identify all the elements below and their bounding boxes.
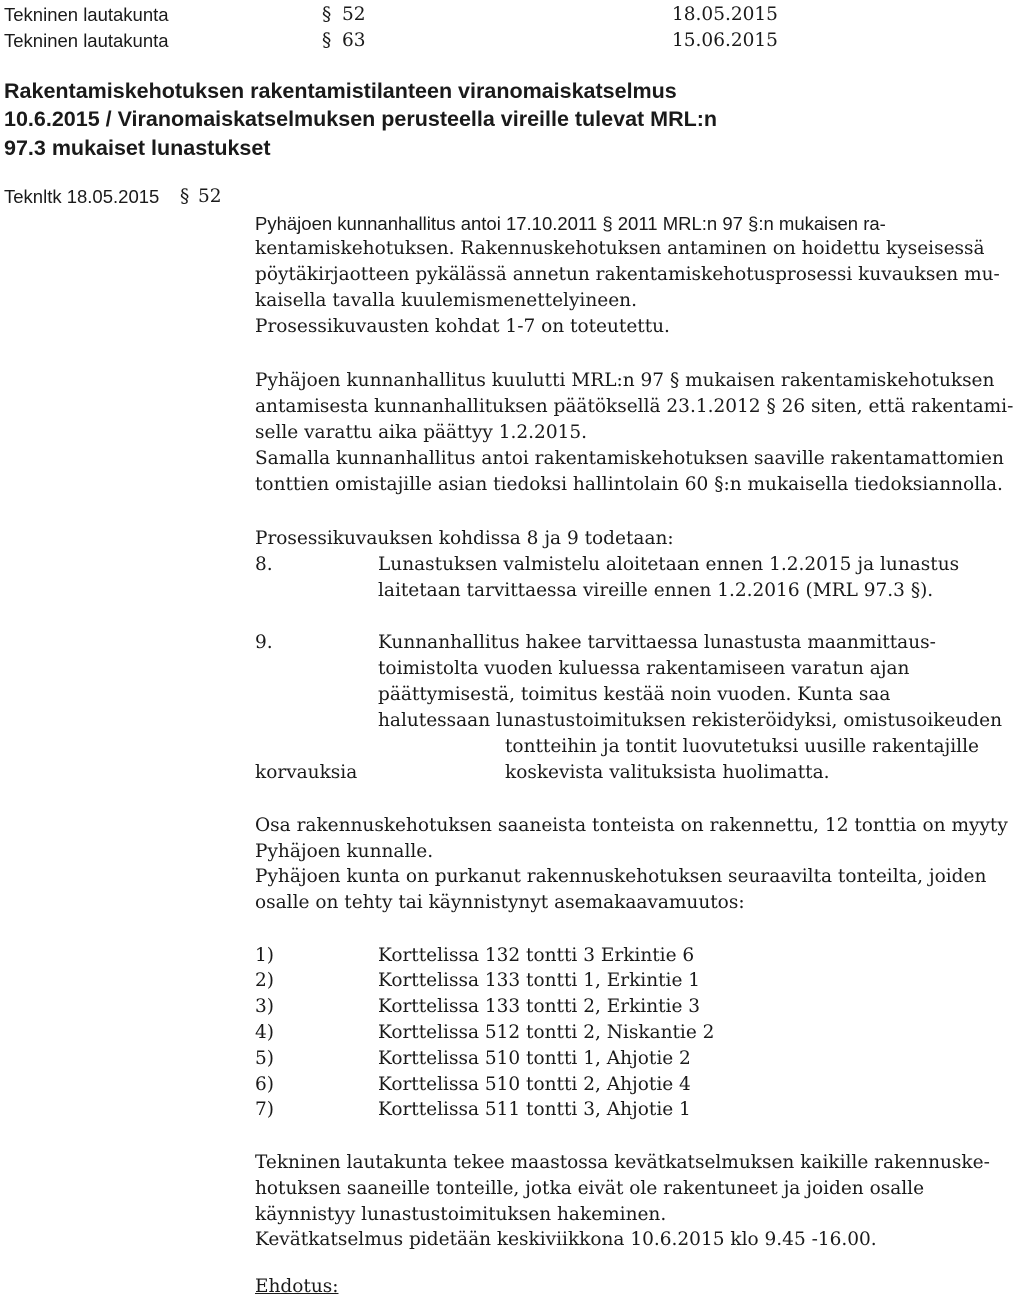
prior-ref-text: Teknltk 18.05.2015 [4, 186, 160, 207]
committee-name: Tekninen lautakunta [4, 30, 169, 51]
item8-line-1: Lunastuksen valmistelu aloitetaan ennen 1.2.2015 ja lunastus [378, 554, 960, 575]
para3-line-2: Pyhäjoen kunnalle. [255, 841, 434, 862]
list-text: Korttelissa 512 tontti 2, Niskantie 2 [378, 1022, 715, 1043]
para1-line-1 [255, 213, 886, 235]
list-text: Korttelissa 511 tontti 3, Ahjotie 1 [378, 1099, 691, 1120]
section-symbol: § [766, 396, 776, 417]
text: 26 siten, että rakentami- [781, 396, 1013, 417]
section-number: 52 [198, 186, 222, 207]
text: :n mukaisella tiedoksiannolla. [723, 474, 1003, 495]
section-symbol: § [669, 370, 680, 391]
section-symbol: § [322, 4, 332, 25]
text: antamisesta kunnanhallituksen päätöksellä 23.1.2012 [255, 396, 761, 417]
para2-line-3: selle varattu aika päättyy 1.2.2015. [255, 422, 588, 443]
para3-line-1: Osa rakennuskehotuksen saaneista tonteista on rakennettu, 12 tonttia on myyty [255, 815, 1008, 836]
list-number: 5) [255, 1048, 274, 1069]
title-line-1: Rakentamiskehotuksen rakentamistilanteen viranomaiskatselmus [4, 79, 677, 103]
para2-line-2 [255, 396, 1013, 417]
meeting-date: 15.06.2015 [672, 30, 778, 51]
para4-line-4: Kevätkatselmus pidetään keskiviikkona 10.6.2015 klo 9.45 -16.00. [255, 1229, 877, 1250]
list-number: 3) [255, 996, 274, 1017]
item-number: 9. [255, 632, 273, 653]
list-number: 6) [255, 1074, 274, 1095]
list-text: Korttelissa 510 tontti 1, Ahjotie 2 [378, 1048, 691, 1069]
para1-line-2: kentamiskehotuksen. Rakennuskehotuksen antaminen on hoidettu kyseisessä [255, 238, 985, 259]
title-line-3: 97.3 mukaiset lunastukset [4, 136, 271, 160]
para2-line-5 [255, 474, 1003, 495]
list-number: 1) [255, 945, 274, 966]
para1-line-3: pöytäkirjaotteen pykälässä annetun rakentamiskehotusprosessi kuvauksen mu- [255, 264, 1000, 285]
para4-line-3: käynnistyy lunastustoimituksen hakeminen. [255, 1204, 667, 1225]
text: Pyhäjoen kunnanhallitus kuulutti MRL:n 97 [255, 370, 665, 391]
section-symbol: § [714, 474, 724, 495]
list-text: Korttelissa 132 tontti 3 Erkintie 6 [378, 945, 695, 966]
para4-line-2: hotuksen saaneille tonteille, jotka eivät ole rakentuneet ja joiden osalle [255, 1178, 925, 1199]
section-number: 52 [342, 4, 366, 25]
text: mukaisen rakentamiskehotuksen [685, 370, 995, 391]
section-symbol: § [910, 580, 921, 601]
para4-line-1: Tekninen lautakunta tekee maastossa kevätkatselmuksen kaikille rakennuske- [255, 1152, 990, 1173]
process-intro: Prosessikuvauksen kohdissa 8 ja 9 todetaan: [255, 528, 674, 549]
title-line-2: 10.6.2015 / Viranomaiskatselmuksen perusteella vireille tulevat MRL:n [4, 107, 718, 131]
item9-line-4: halutessaan lunastustoimituksen rekisteröidyksi, omistusoikeuden [378, 710, 1002, 731]
item9-line-5: tontteihin ja tontit luovutetuksi uusille rakentajille [505, 736, 979, 757]
item-number: 8. [255, 554, 273, 575]
meeting-date: 18.05.2015 [672, 4, 778, 25]
list-text: Korttelissa 133 tontti 2, Erkintie 3 [378, 996, 701, 1017]
list-number: 2) [255, 970, 274, 991]
proposal-heading: Ehdotus: [255, 1276, 339, 1297]
text: ). [920, 580, 934, 601]
text: tonttien omistajille asian tiedoksi hallintolain 60 [255, 474, 709, 495]
item9-line-6a: korvauksia [255, 762, 358, 783]
list-text: Korttelissa 510 tontti 2, Ahjotie 4 [378, 1074, 691, 1095]
item9-line-3: päättymisestä, toimitus kestää noin vuoden. Kunta saa [378, 684, 891, 705]
para3-line-4: osalle on tehty tai käynnistynyt asemakaavamuutos: [255, 892, 745, 913]
section-symbol: § [322, 30, 332, 51]
item9-line-6b: koskevista valituksista huolimatta. [505, 762, 830, 783]
committee-name: Tekninen lautakunta [4, 4, 169, 25]
para1-line-4: kaisella tavalla kuulemismenettelyineen. [255, 290, 637, 311]
text: Pyhäjoen kunnanhallitus antoi 17.10.2011 [255, 213, 598, 234]
text: laitetaan tarvittaessa vireille ennen 1.2.2016 (MRL 97.3 [378, 580, 905, 601]
section-symbol: § [180, 186, 190, 207]
para1-line-5: Prosessikuvausten kohdat 1-7 on toteutettu. [255, 316, 670, 337]
section-symbol: § [748, 213, 759, 234]
text: 2011 MRL:n 97 [617, 213, 743, 234]
item9-line-1: Kunnanhallitus hakee tarvittaessa lunastusta maanmittaus- [378, 632, 936, 653]
text: :n mukaisen ra- [758, 213, 886, 234]
list-text: Korttelissa 133 tontti 1, Erkintie 1 [378, 970, 701, 991]
item9-line-2: toimistolta vuoden kuluessa rakentamiseen varatun ajan [378, 658, 910, 679]
para2-line-4: Samalla kunnanhallitus antoi rakentamiskehotuksen saaville rakentamattomien [255, 448, 1004, 469]
para3-line-3: Pyhäjoen kunta on purkanut rakennuskehotuksen seuraavilta tonteilta, joiden [255, 866, 987, 887]
section-symbol: § [602, 213, 613, 234]
list-number: 7) [255, 1099, 274, 1120]
item8-line-2 [378, 580, 933, 601]
section-number: 63 [342, 30, 366, 51]
list-number: 4) [255, 1022, 274, 1043]
para2-line-1 [255, 370, 994, 391]
